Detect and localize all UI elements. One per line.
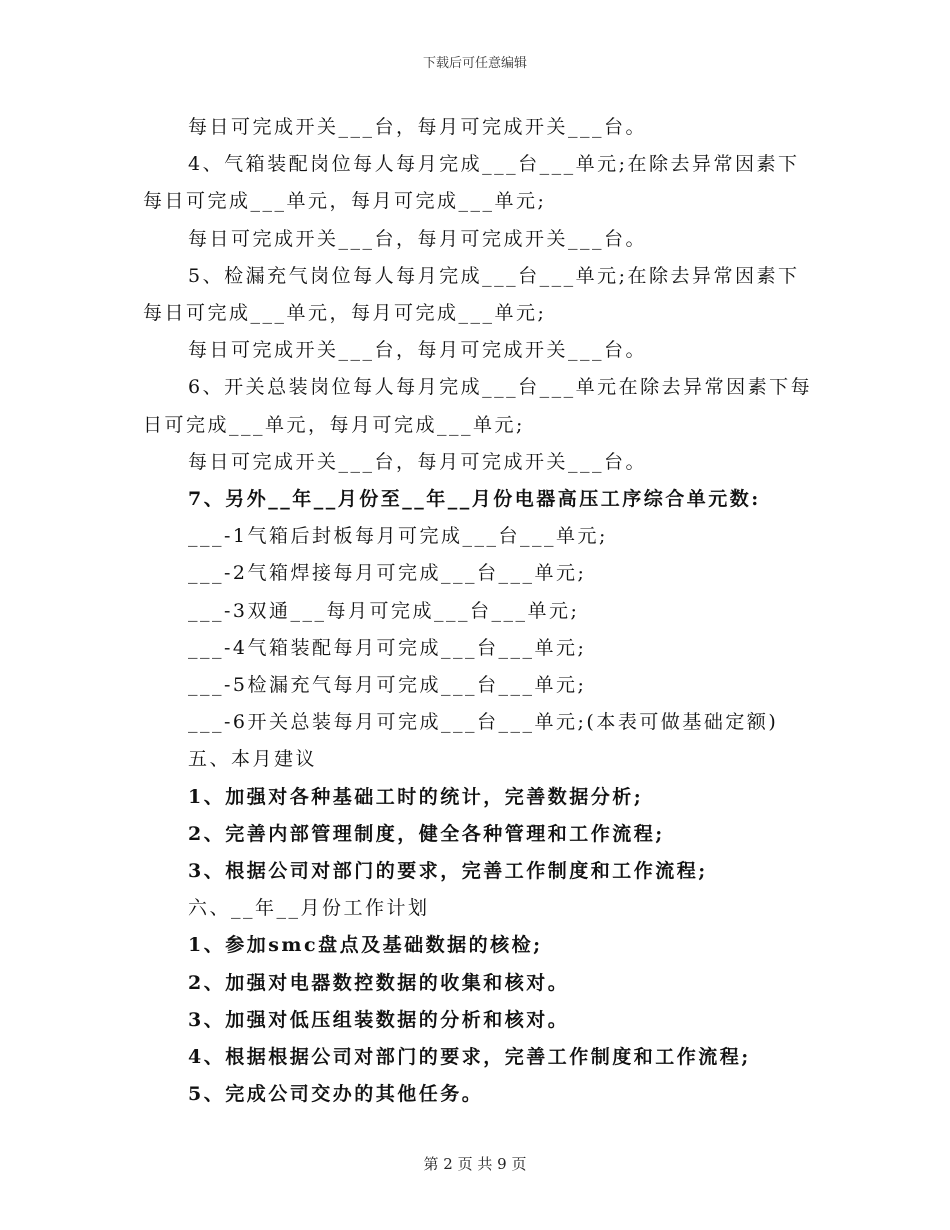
- text-line: 五、本月建议: [188, 748, 318, 771]
- text-line: ___-4气箱装配每月可完成___台___单元;: [188, 636, 587, 659]
- text-line: 4、气箱装配岗位每人每月完成___台___单元;在除去异常因素下: [188, 153, 800, 176]
- text-line: 每日可完成开关___台，每月可完成开关___台。: [188, 227, 648, 250]
- text-line: 每日可完成开关___台，每月可完成开关___台。: [188, 339, 648, 362]
- text-line: 6、开关总装岗位每人每月完成___台___单元在除去异常因素下每: [188, 376, 813, 399]
- text-line: 7、另外__年__月份至__年__月份电器高压工序综合单元数:: [188, 488, 761, 510]
- text-line: 每日可完成开关___台，每月可完成开关___台。: [188, 450, 648, 473]
- text-line: 4、根据根据公司对部门的要求，完善工作制度和工作流程;: [188, 1046, 751, 1068]
- text-line: 1、参加smc盘点及基础数据的核检;: [188, 934, 543, 957]
- text-line: ___-5检漏充气每月可完成___台___单元;: [188, 674, 587, 696]
- text-line: 5、检漏充气岗位每人每月完成___台___单元;在除去异常因素下: [188, 264, 800, 287]
- text-line: 每日可完成___单元，每月可完成___单元;: [143, 190, 547, 213]
- text-line: 2、完善内部管理制度，健全各种管理和工作流程;: [188, 822, 665, 845]
- text-line: 3、根据公司对部门的要求，完善工作制度和工作流程;: [188, 860, 708, 882]
- text-line: 2、加强对电器数控数据的收集和核对。: [188, 971, 570, 994]
- page-header: 下载后可任意编辑: [422, 56, 527, 71]
- text-line: 3、加强对低压组装数据的分析和核对。: [188, 1008, 570, 1031]
- text-line: 六、__年__月份工作计划: [188, 897, 430, 920]
- page-footer: 第 2 页 共 9 页: [423, 1155, 527, 1173]
- text-line: ___-1气箱后封板每月可完成___台___单元;: [188, 525, 608, 548]
- text-line: 日可完成___单元，每月可完成___单元;: [143, 413, 525, 436]
- text-line: 每日可完成___单元，每月可完成___单元;: [143, 302, 547, 324]
- text-line: 1、加强对各种基础工时的统计，完善数据分析;: [188, 785, 644, 808]
- text-line: ___-3双通___每月可完成___台___单元;: [188, 599, 580, 622]
- text-line: ___-6开关总装每月可完成___台___单元;(本表可做基础定额): [188, 711, 779, 734]
- text-line: 5、完成公司交办的其他任务。: [188, 1083, 484, 1106]
- text-line: ___-2气箱焊接每月可完成___台___单元;: [188, 562, 587, 585]
- text-line: 每日可完成开关___台，每月可完成开关___台。: [188, 116, 648, 138]
